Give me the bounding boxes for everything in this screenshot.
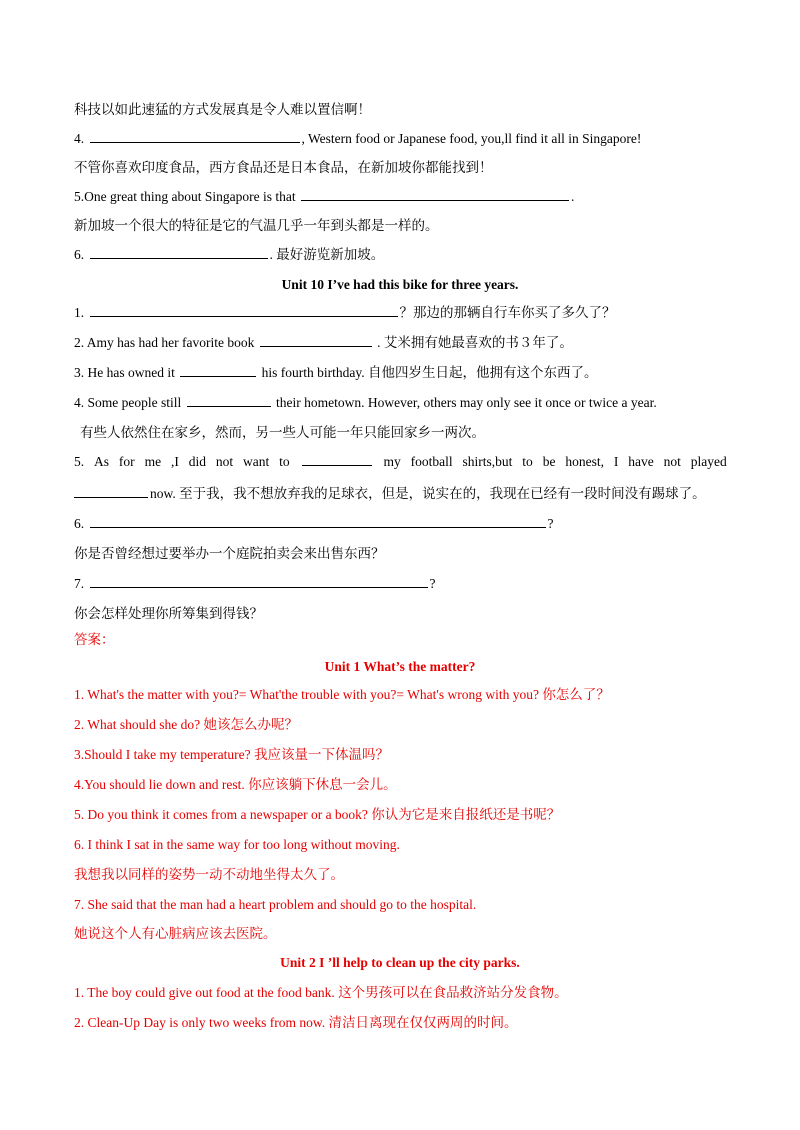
unit10-q6-line: 6. ?: [74, 516, 554, 531]
unit10-q2-line: 2. Amy has had her favorite book . 艾米拥有她最喜欢的书３年了。: [74, 335, 573, 350]
answer-blank[interactable]: [90, 246, 268, 259]
answer-line: 1. The boy could give out food at the food bank. 这个男孩可以在食品救济站分发食物。: [74, 985, 568, 1000]
answer-blank[interactable]: [302, 453, 372, 466]
answer-blank[interactable]: [260, 334, 372, 347]
unit10-q3-line: 3. He has owned it his fourth birthday. 自他四岁生日起，他拥有这个东西了。: [74, 365, 598, 380]
unit10-q1-line: 1. ？那边的那辆自行车你买了多久了？: [74, 305, 616, 320]
unit10-q5-line-2: now. 至于我，我不想放弃我的足球衣，但是，说实在的，我现在已经有一段时间没有踢球了。: [74, 485, 706, 503]
unit-1-heading: Unit 1 What’s the matter?: [324, 659, 476, 674]
unit-10-heading: Unit 10 I’ve had this bike for three years.: [281, 277, 519, 292]
exercise-5-line: 5.One great thing about Singapore is that .: [74, 189, 575, 204]
translation-line: 你会怎样处理你所筹集到得钱？: [74, 606, 263, 621]
answer-blank[interactable]: [180, 364, 256, 377]
answer-translation: 我想我以同样的姿势一动不动地坐得太久了。: [74, 867, 344, 882]
answer-blank[interactable]: [90, 515, 546, 528]
answer-blank[interactable]: [187, 394, 271, 407]
answer-blank[interactable]: [74, 485, 148, 498]
translation-line: 不管你喜欢印度食品，西方食品还是日本食品，在新加坡你都能找到！: [74, 160, 493, 175]
answer-blank[interactable]: [90, 130, 300, 143]
unit10-q5-line: 5. As for me ,I did not want to my football shirts,but to be honest, I have not played: [74, 454, 727, 469]
answer-blank[interactable]: [301, 188, 569, 201]
unit-2-heading: Unit 2 I ’ll help to clean up the city parks.: [280, 955, 520, 970]
answer-line: 5. Do you think it comes from a newspaper or a book? 你认为它是来自报纸还是书呢？: [74, 807, 561, 822]
answer-line: 2. What should she do? 她该怎么办呢？: [74, 717, 298, 732]
answer-line: 4.You should lie down and rest. 你应该躺下休息一会儿。: [74, 777, 397, 792]
answer-line: 7. She said that the man had a heart problem and should go to the hospital.: [74, 897, 477, 912]
sentence-line: 科技以如此速猛的方式发展真是令人难以置信啊！: [74, 102, 371, 117]
answer-line: 3.Should I take my temperature? 我应该量一下体温吗？: [74, 747, 389, 762]
unit10-q7-line: 7. ?: [74, 576, 436, 591]
exercise-4-line: 4. , Western food or Japanese food, you,ll find it all in Singapore!: [74, 131, 642, 146]
answer-line: 1. What's the matter with you?= What'the trouble with you?= What's wrong with you? 你怎么了？: [74, 687, 610, 702]
exercise-6-line: 6. . 最好游览新加坡。: [74, 247, 385, 262]
answer-line: 2. Clean-Up Day is only two weeks from now. 清洁日离现在仅仅两周的时间。: [74, 1015, 518, 1030]
translation-line: 有些人依然住在家乡，然而，另一些人可能一年只能回家乡一两次。: [80, 425, 485, 440]
answer-blank[interactable]: [90, 575, 428, 588]
answer-line: 6. I think I sat in the same way for too long without moving.: [74, 837, 400, 852]
unit10-q4-line: 4. Some people still their hometown. However, others may only see it once or twice a year.: [74, 395, 657, 410]
answer-blank[interactable]: [90, 304, 398, 317]
answer-translation: 她说这个人有心脏病应该去医院。: [74, 926, 277, 941]
translation-line: 新加坡一个很大的特征是它的气温几乎一年到头都是一样的。: [74, 218, 439, 233]
answers-label: 答案：: [74, 632, 115, 647]
translation-line: 你是否曾经想过要举办一个庭院拍卖会来出售东西？: [74, 546, 385, 561]
